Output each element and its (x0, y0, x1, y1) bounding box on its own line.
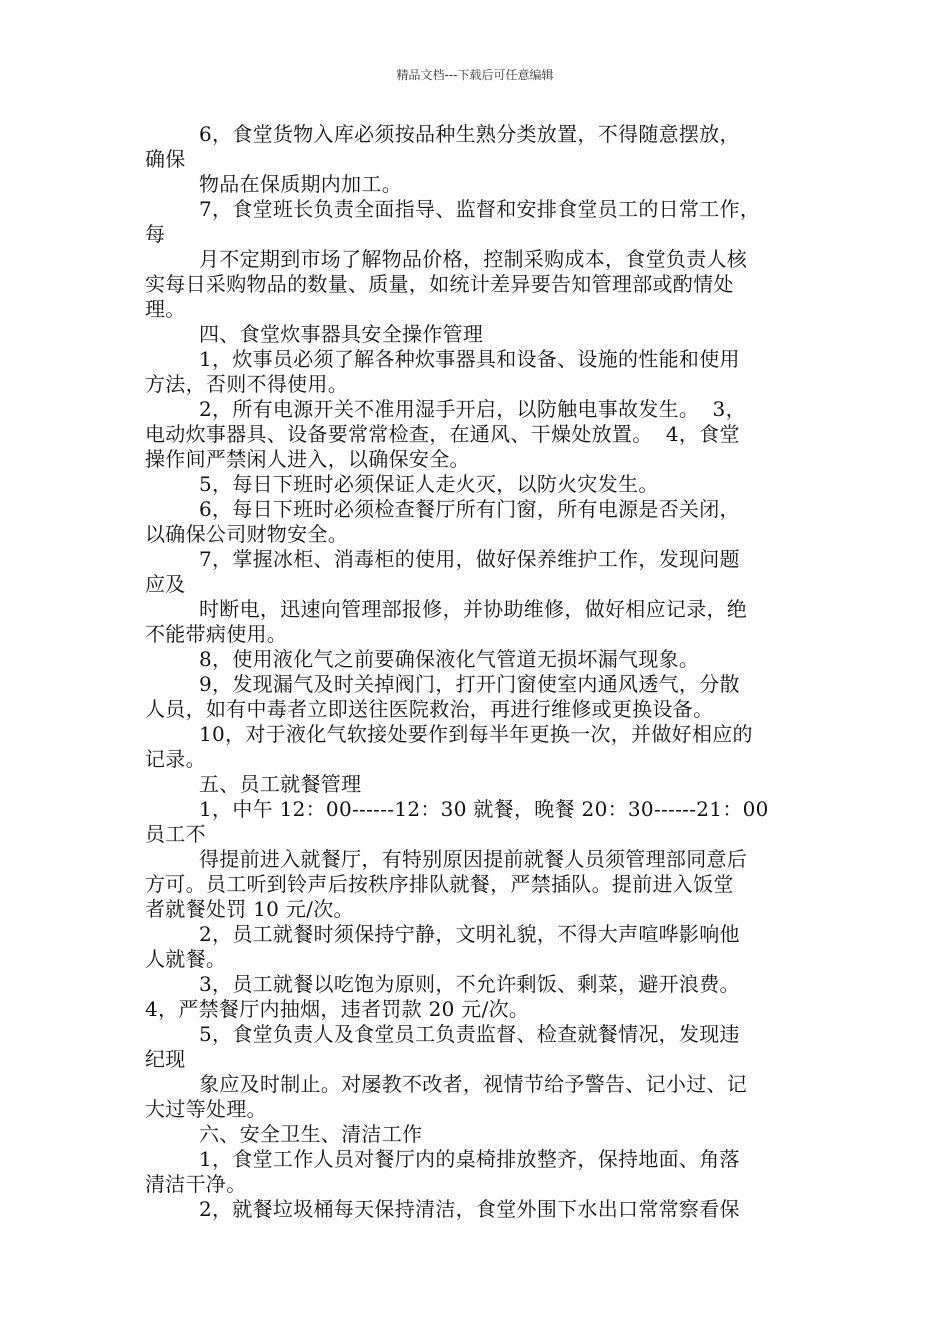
text-line: 人员，如有中毒者立即送往医院救治，再进行维修或更换设备。 (145, 697, 714, 721)
page-header: 精品文档---下载后可任意编辑 (396, 68, 554, 82)
text-line: 员工不 (145, 822, 206, 846)
text-line: 确保 (145, 147, 186, 171)
text-line: 六、安全卫生、清洁工作 (199, 1122, 423, 1146)
text-line: 1，食堂工作人员对餐厅内的桌椅排放整齐，保持地面、角落 (199, 1147, 740, 1171)
text-line: 得提前进入就餐厅，有特别原因提前就餐人员须管理部同意后 (199, 847, 748, 871)
text-line: 不能带病使用。 (145, 622, 288, 646)
text-line: 每 (145, 222, 166, 246)
text-line: 理。 (145, 297, 186, 321)
text-line: 操作间严禁闲人进入，以确保安全。 (145, 447, 470, 471)
text-line: 应及 (145, 572, 186, 596)
text-line: 五、员工就餐管理 (199, 772, 362, 796)
text-line: 2，员工就餐时须保持宁静，文明礼貌，不得大声喧哗影响他 (199, 922, 740, 946)
text-line: 记录。 (145, 747, 206, 771)
text-line: 电动炊事器具、设备要常常检查，在通风、干燥处放置。 4，食堂 (145, 422, 740, 446)
text-line: 清洁干净。 (145, 1172, 247, 1196)
text-line: 6，每日下班时必须检查餐厅所有门窗，所有电源是否关闭， (199, 497, 740, 521)
text-line: 1，中午 12：00------12：30 就餐，晚餐 20：30------21：00 (199, 797, 769, 821)
text-line: 4，严禁餐厅内抽烟，违者罚款 20 元/次。 (145, 997, 530, 1021)
text-line: 10，对于液化气软接处要作到每半年更换一次，并做好相应的 (199, 722, 753, 746)
text-line: 方可。员工听到铃声后按秩序排队就餐，严禁插队。提前进入饭堂 (145, 872, 734, 896)
text-line: 象应及时制止。对屡教不改者，视情节给予警告、记小过、记 (199, 1072, 748, 1096)
text-line: 5，每日下班时必须保证人走火灭，以防火灾发生。 (199, 472, 659, 496)
text-line: 物品在保质期内加工。 (199, 172, 402, 196)
text-line: 9，发现漏气及时关掉阀门，打开门窗使室内通风透气，分散 (199, 672, 740, 696)
text-line: 月不定期到市场了解物品价格，控制采购成本，食堂负责人核 (199, 247, 748, 271)
text-line: 实每日采购物品的数量、质量，如统计差异要告知管理部或酌情处 (145, 272, 734, 296)
text-line: 时断电，迅速向管理部报修，并协助维修，做好相应记录，绝 (199, 597, 748, 621)
document-body (145, 122, 835, 1222)
text-line: 2，所有电源开关不准用湿手开启，以防触电事故发生。 3， (199, 397, 746, 421)
text-line: 方法，否则不得使用。 (145, 372, 348, 396)
text-line: 7，掌握冰柜、消毒柜的使用，做好保养维护工作，发现问题 (199, 547, 740, 571)
text-line: 以确保公司财物安全。 (145, 522, 348, 546)
text-line: 人就餐。 (145, 947, 227, 971)
text-line: 6，食堂货物入库必须按品种生熟分类放置，不得随意摆放， (199, 122, 740, 146)
text-line: 2，就餐垃圾桶每天保持清洁，食堂外围下水出口常常察看保 (199, 1197, 740, 1221)
text-line: 纪现 (145, 1047, 186, 1071)
text-line: 8，使用液化气之前要确保液化气管道无损坏漏气现象。 (199, 647, 700, 671)
text-line: 7，食堂班长负责全面指导、监督和安排食堂员工的日常工作， (199, 197, 761, 221)
text-line: 5，食堂负责人及食堂员工负责监督、检查就餐情况，发现违 (199, 1022, 740, 1046)
text-line: 者就餐处罚 10 元/次。 (145, 897, 354, 921)
text-line: 1，炊事员必须了解各种炊事器具和设备、设施的性能和使用 (199, 347, 740, 371)
text-line: 大过等处理。 (145, 1097, 267, 1121)
text-line: 3，员工就餐以吃饱为原则，不允许剩饭、剩菜，避开浪费。 (199, 972, 740, 996)
text-line: 四、食堂炊事器具安全操作管理 (199, 322, 484, 346)
